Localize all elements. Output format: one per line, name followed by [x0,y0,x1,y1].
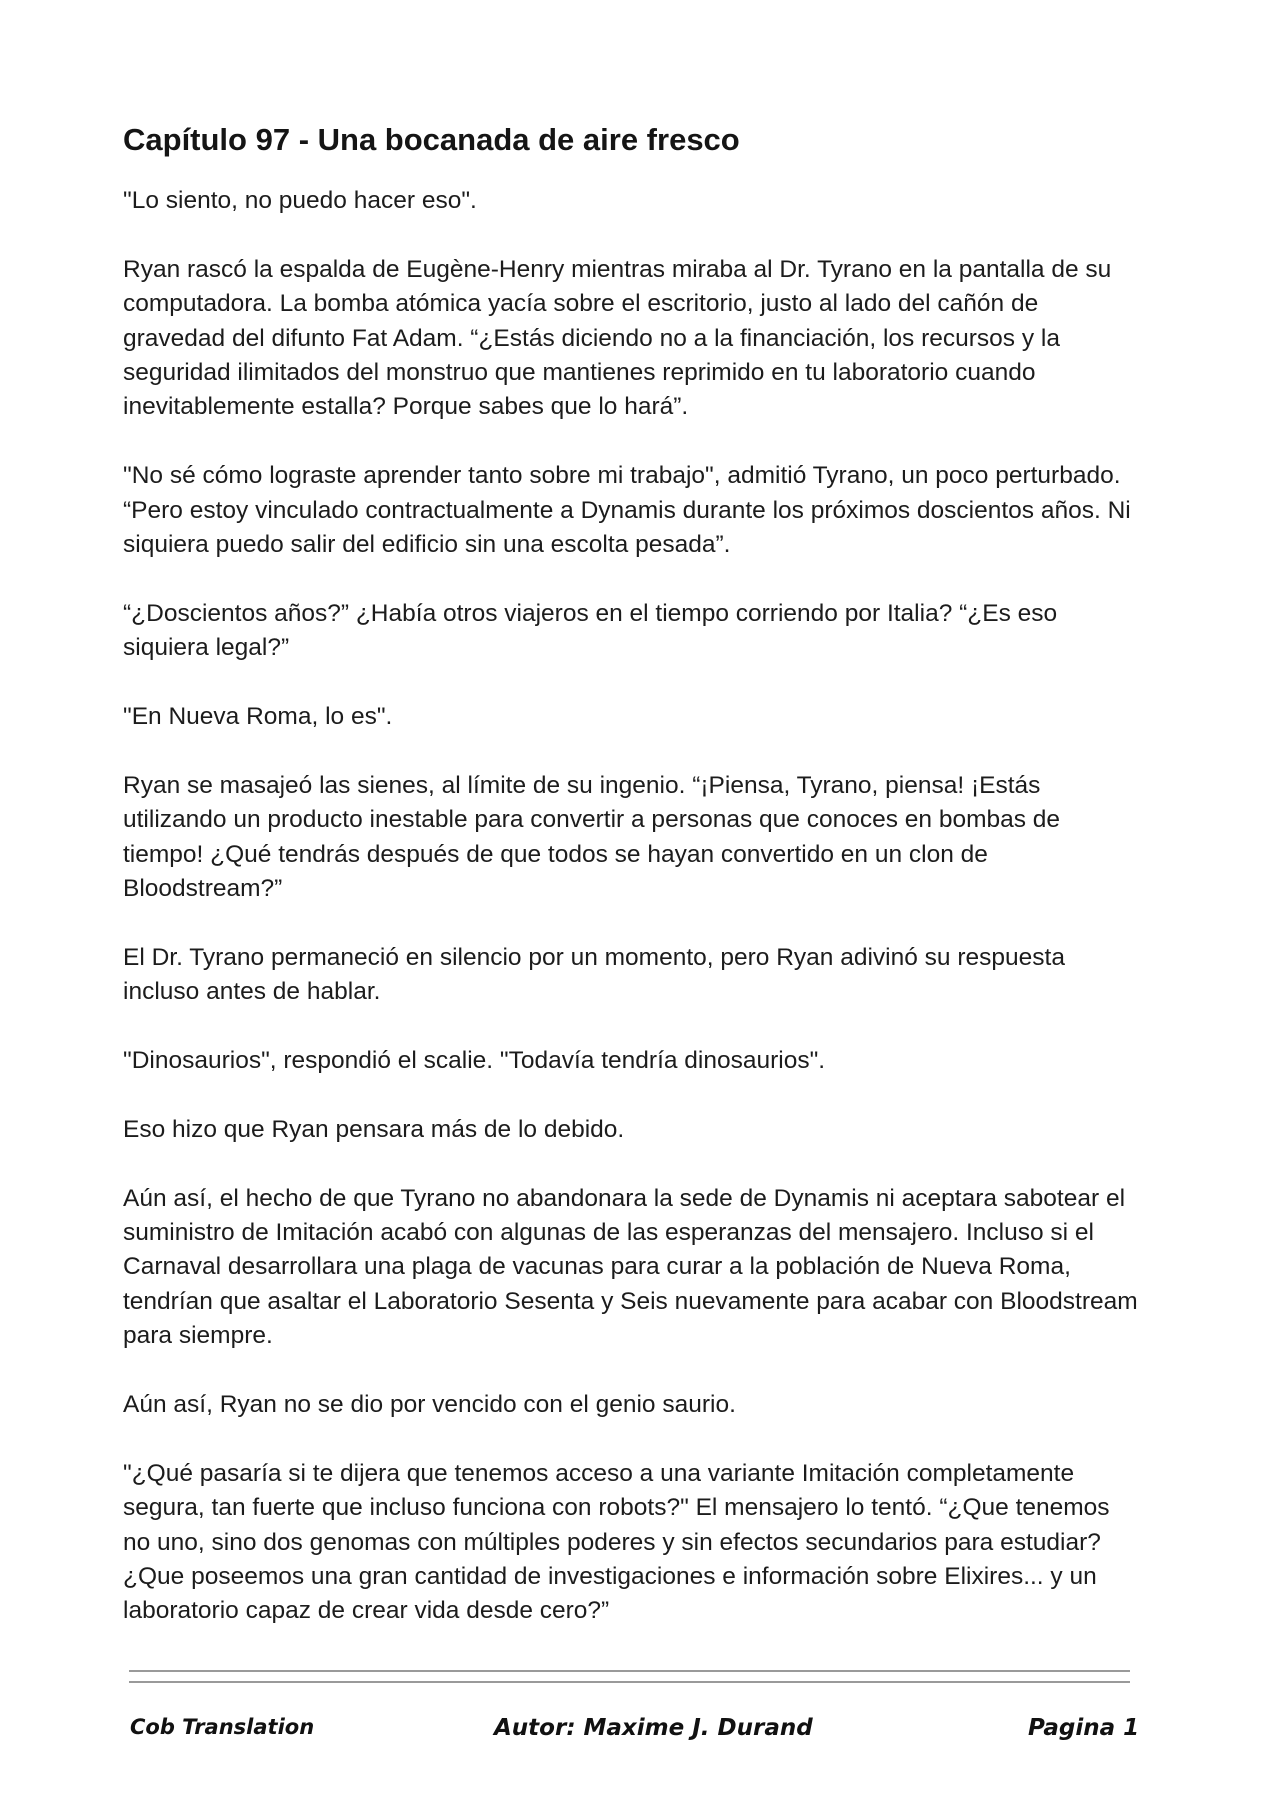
footer-translator: Cob Translation [130,1715,315,1739]
paragraph: Aún así, Ryan no se dio por vencido con el genio saurio. [123,1391,736,1419]
document-body [123,118,1143,1663]
paragraph: Ryan se masajeó las sienes, al límite de su ingenio. “¡Piensa, Tyrano, piensa! ¡Estás utilizando un producto inestable para convertir a personas que conoces en bombas de tiempo! ¿Qué tendrás después de que todos se hayan convertido en un clon de Bloodstream?” [123,771,1061,903]
paragraph: "En Nueva Roma, lo es". [123,703,393,731]
paragraph: Eso hizo que Ryan pensara más de lo debido. [123,1115,625,1143]
paragraph: "Dinosaurios", respondió el scalie. "Todavía tendría dinosaurios". [123,1047,826,1075]
paragraph: Ryan rascó la espalda de Eugène-Henry mientras miraba al Dr. Tyrano en la pantalla de su computadora. La bomba atómica yacía sobre el escritorio, justo al lado del cañón de gravedad del difunto Fat Adam. “¿Estás diciendo no a la financiación, los recursos y la seguridad ilimitados del monstruo que mantienes reprimido en tu laboratorio cuando inevitablemente estalla? Porque sabes que lo hará”. [123,255,1112,421]
paragraph: "Lo siento, no puedo hacer eso". [123,187,477,214]
paragraph: "¿Qué pasaría si te dijera que tenemos acceso a una variante Imitación completamente segura, tan fuerte que incluso funciona con robots?" El mensajero lo tentó. “¿Que tenemos no uno, sino dos genomas con múltiples poderes y sin efectos secundarios para estudiar? ¿Que poseemos una gran cantidad de investigaciones e información sobre Elixires... y un laboratorio capaz de crear vida desde cero?” [123,1459,1110,1625]
footer-page-number: Pagina 1 [1028,1715,1140,1741]
footer-divider-top [129,1670,1130,1672]
footer-author: Autor: Maxime J. Durand [494,1715,813,1741]
paragraph: “¿Doscientos años?” ¿Había otros viajeros en el tiempo corriendo por Italia? “¿Es eso siquiera legal?” [123,599,1058,662]
paragraph: Aún así, el hecho de que Tyrano no abandonara la sede de Dynamis ni aceptara sabotear el suministro de Imitación acabó con algunas de las esperanzas del mensajero. Incluso si el Carnaval desarrollara una plaga de vacunas para curar a la población de Nueva Roma, tendrían que asaltar el Laboratorio Sesenta y Seis nuevamente para acabar con Bloodstream para siempre. [123,1184,1138,1350]
paragraph: "No sé cómo lograste aprender tanto sobre mi trabajo", admitió Tyrano, un poco perturbado. “Pero estoy vinculado contractualmente a Dynamis durante los próximos doscientos años. Ni siquiera puedo salir del edificio sin una escolta pesada”. [123,462,1131,559]
chapter-title: Capítulo 97 - Una bocanada de aire fresco [123,122,740,157]
footer-divider-bottom [129,1681,1130,1683]
paragraph: El Dr. Tyrano permaneció en silencio por un momento, pero Ryan adivinó su respuesta incluso antes de hablar. [123,943,1065,1006]
